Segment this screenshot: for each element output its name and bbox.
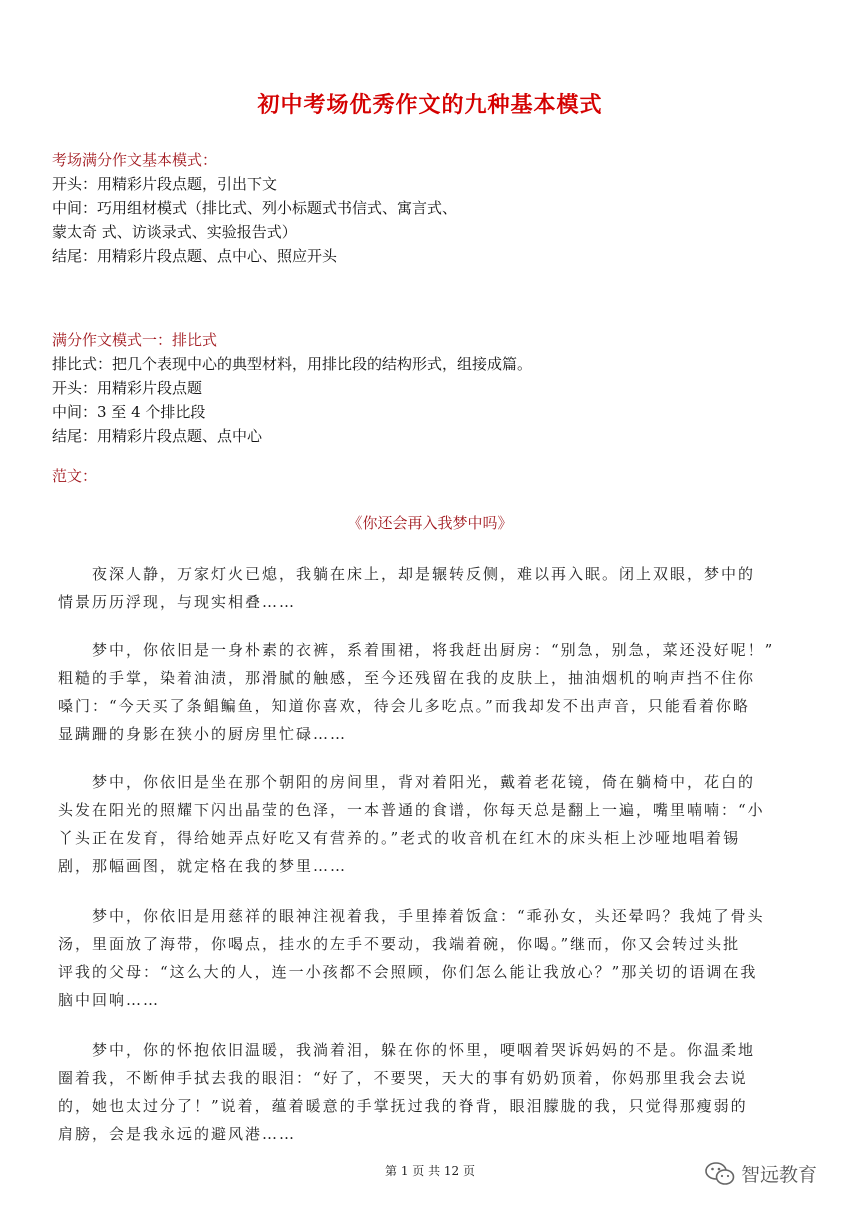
paragraph-line: 脑中回响……	[58, 991, 161, 1009]
section-line: 结尾：用精彩片段点题、点中心、照应开头	[52, 247, 338, 265]
paragraph-line: 的，她也太过分了！”说着，蕴着暖意的手掌抚过我的脊背，眼泪朦胧的我，只觉得那瘦弱的	[58, 1097, 748, 1115]
paragraph-line: 梦中，你的怀抱依旧温暖，我淌着泪，躲在你的怀里，哽咽着哭诉妈妈的不是。你温柔地	[92, 1041, 756, 1059]
section-basic-mode	[52, 148, 812, 268]
paragraph-line: 嗓门：“今天买了条鲳鳊鱼，知道你喜欢，待会儿多吃点。”而我却发不出声音，只能看着你略	[58, 697, 750, 715]
section-line: 开头：用精彩片段点题	[52, 379, 203, 397]
section-line: 排比式：把几个表现中心的典型材料，用排比段的结构形式，组接成篇。	[52, 355, 533, 373]
section-line: 中间：3 至 4 个排比段	[52, 403, 206, 421]
paragraph-line: 夜深人静，万家灯火已熄，我躺在床上，却是辗转反侧，难以再入眠。闭上双眼，梦中的	[92, 565, 756, 583]
page-footer: 第 1 页 共 12 页	[385, 1164, 475, 1178]
watermark-text: 智远教育	[741, 1164, 818, 1186]
paragraph-line: 情景历历浮现，与现实相叠……	[58, 593, 297, 611]
essay-paragraph	[58, 1036, 802, 1148]
paragraph-line: 梦中，你依旧是一身朴素的衣裤，系着围裙，将我赶出厨房：“别急，别急，菜还没好呢！”	[92, 641, 775, 659]
paragraph-line: 评我的父母：“这么大的人，连一小孩都不会照顾，你们怎么能让我放心？”那关切的语调在我	[58, 963, 758, 981]
sample-label: 范文：	[52, 467, 98, 485]
section-line: 开头：用精彩片段点题，引出下文	[52, 175, 278, 193]
essay-paragraph	[58, 560, 802, 616]
paragraph-line: 显蹒跚的身影在狭小的厨房里忙碌……	[58, 725, 348, 743]
essay-paragraph	[58, 768, 802, 880]
paragraph-line: 汤，里面放了海带，你喝点，挂水的左手不要动，我端着碗，你喝。”继而，你又会转过头批	[58, 935, 741, 953]
watermark	[705, 1160, 817, 1187]
essay-paragraph	[58, 902, 802, 1014]
section-line: 结尾：用精彩片段点题、点中心	[52, 427, 263, 445]
paragraph-line: 圈着我，不断伸手拭去我的眼泪：“好了，不要哭，天大的事有奶奶顶着，你妈那里我会去说	[58, 1069, 748, 1087]
section-parallel-mode	[52, 328, 812, 448]
paragraph-line: 丫头正在发育，得给她弄点好吃又有营养的。”老式的收音机在红木的床头柜上沙哑地唱着锡	[58, 829, 741, 847]
section-heading: 满分作文模式一：排比式	[52, 331, 218, 349]
paragraph-line: 梦中，你依旧是坐在那个朝阳的房间里，背对着阳光，戴着老花镜，倚在躺椅中，花白的	[92, 773, 756, 791]
essay-title: 《你还会再入我梦中吗》	[347, 514, 513, 532]
paragraph-line: 头发在阳光的照耀下闪出晶莹的色泽，一本普通的食谱，你每天总是翻上一遍，嘴里喃喃：“小	[58, 801, 765, 819]
essay-paragraph	[58, 636, 802, 748]
paragraph-line: 肩膀，会是我永远的避风港……	[58, 1125, 297, 1143]
document-title: 初中考场优秀作文的九种基本模式	[257, 93, 603, 118]
section-heading: 考场满分作文基本模式：	[52, 151, 218, 169]
paragraph-line: 剧，那幅画图，就定格在我的梦里……	[58, 857, 348, 875]
paragraph-line: 梦中，你依旧是用慈祥的眼神注视着我，手里捧着饭盒：“乖孙女，头还晕吗？我炖了骨头	[92, 907, 765, 925]
section-line: 蒙太奇 式、访谈录式、实验报告式）	[52, 223, 297, 241]
paragraph-line: 粗糙的手掌，染着油渍，那滑腻的触感，至今还残留在我的皮肤上，抽油烟机的响声挡不住你	[58, 669, 756, 687]
section-line: 中间：巧用组材模式（排比式、列小标题式书信式、寓言式、	[52, 199, 458, 217]
wechat-icon	[705, 1161, 735, 1187]
